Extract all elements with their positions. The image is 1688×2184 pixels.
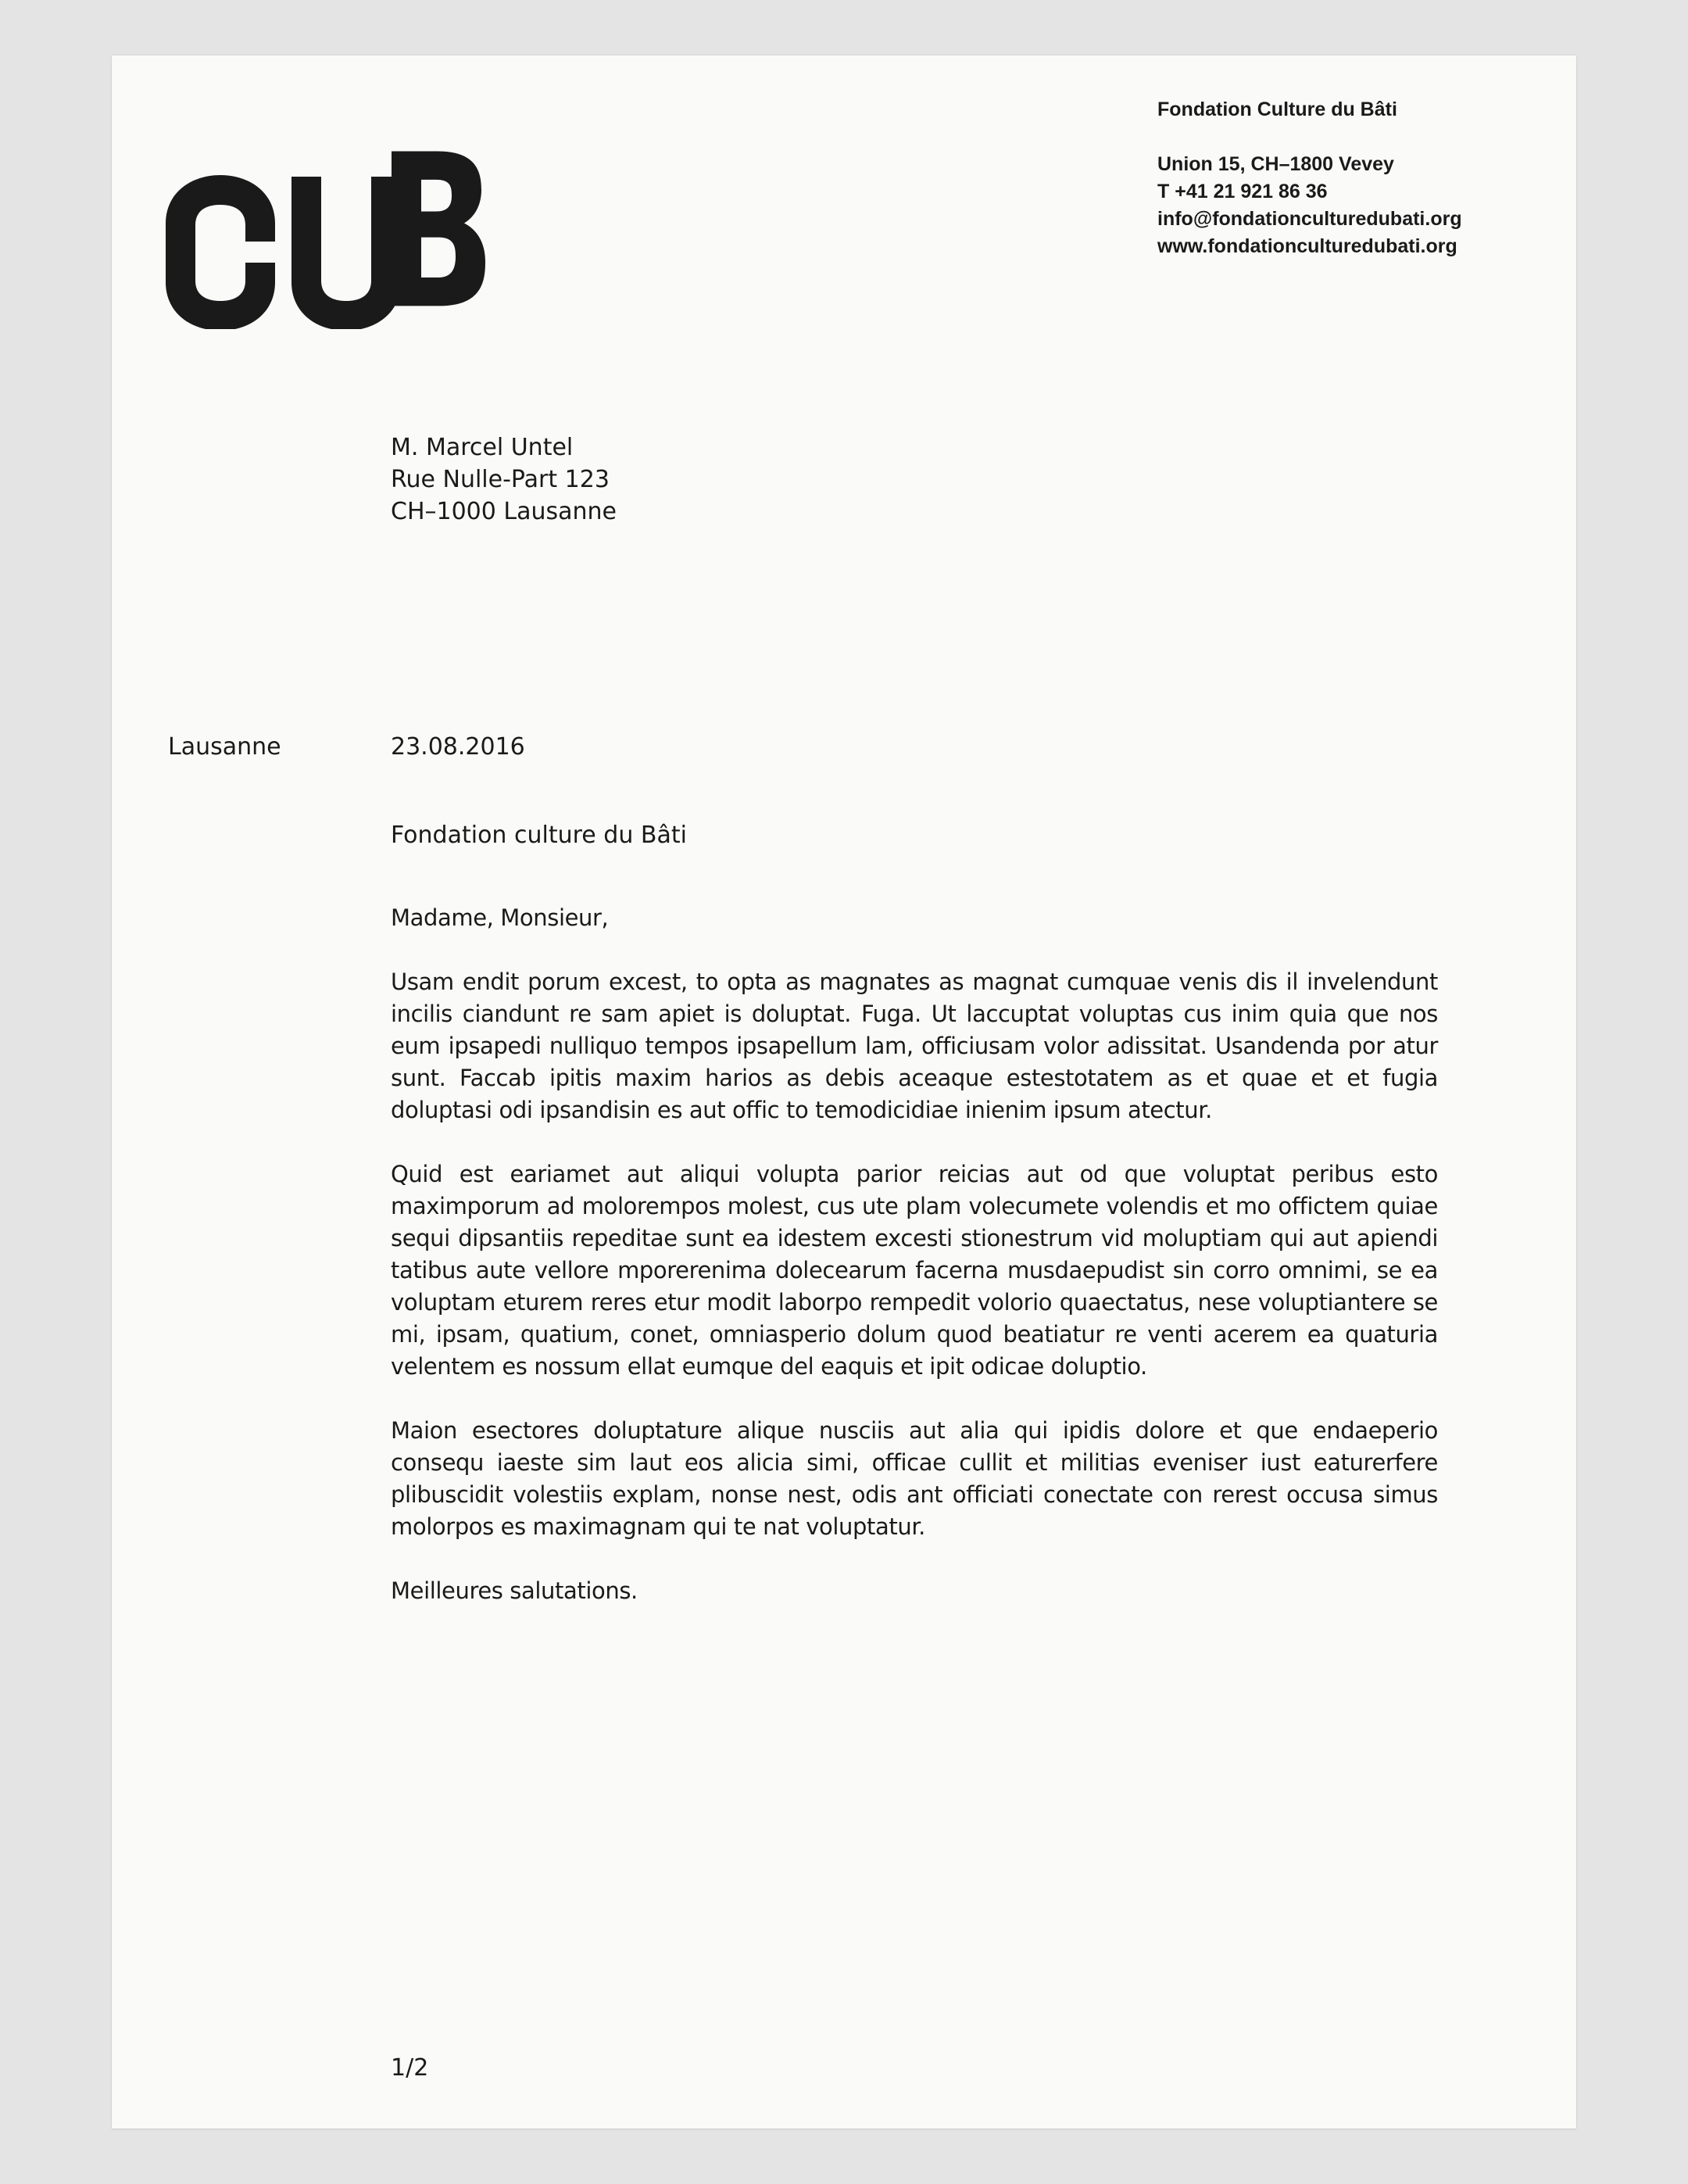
sender-website: www.fondationculturedubati.org (1157, 235, 1457, 257)
letter-body (391, 902, 1438, 1607)
sender-info (1157, 96, 1462, 260)
letter-salutation: Madame, Monsieur, (391, 904, 609, 931)
recipient-street: Rue Nulle-Part 123 (391, 466, 610, 493)
sender-phone: T +41 21 921 86 36 (1157, 181, 1328, 202)
sender-email: info@fondationculturedubati.org (1157, 208, 1462, 230)
letter-place: Lausanne (168, 733, 281, 761)
sender-organization: Fondation Culture du Bâti (1157, 98, 1397, 120)
page-number: 1/2 (391, 2054, 429, 2082)
letter-subject: Fondation culture du Bâti (391, 822, 687, 849)
cub-logo (164, 102, 492, 329)
letter-paragraph: Maion esectores doluptature alique nusciis aut alia qui ipidis dolore et que endaeperio consequ iaeste sim laut eos alicia simi, officae cullit et militias eveniser iust eaturerfere plibuscidit volestiis explam, nonse nest, odis ant officiati conectate con rerest occusa simus molorpos es maximagnam qui te nat voluptatur. (391, 1417, 1438, 1540)
sender-address: Union 15, CH–1800 Vevey (1157, 153, 1394, 175)
recipient-name: M. Marcel Untel (391, 434, 574, 461)
recipient-city: CH–1000 Lausanne (391, 498, 617, 525)
letter-date: 23.08.2016 (391, 733, 525, 761)
letter-paragraph: Quid est eariamet aut aliqui volupta parior reicias aut od que voluptat peribus esto maximporum ad molorempos molest, cus ute plam volecumete volendis et mo offictem quiae sequi dipsantiis repeditae sunt ea idestem excesti stionestrum vid moluptiam qui aut apiendi tatibus aute vellore mporerenima dolecearum facerna musdaepudist sin corro omnimi, se ea voluptam eturem reres etur modit laborpo rempedit volorio quaectatus, nese voluptiantere se mi, ipsam, quatium, conet, omniasperio dolum quod beatiatur re venti acerem ea quaturia velentem es nossum ellat eumque del eaquis et ipit odicae doluptio. (391, 1161, 1438, 1380)
letter-paragraph: Usam endit porum excest, to opta as magnates as magnat cumquae venis dis il invelendunt incilis ciandunt re sam apiet is doluptat. Fuga. Ut laccuptat voluptas cus inim quia que nos eum ipsapedi nulliquo tempos ipsapellum lam, officiusam volor adissitat. Usandenda por atur sunt. Faccab ipitis maxim harios as debis aceaque estestotatem as et quae et et fugia doluptasi odi ipsandisin es aut offic to temodicidiae inienim ipsum atectur. (391, 968, 1438, 1123)
recipient-address (391, 431, 617, 528)
letter-closing: Meilleures salutations. (391, 1577, 638, 1604)
letter-page (112, 55, 1576, 2129)
